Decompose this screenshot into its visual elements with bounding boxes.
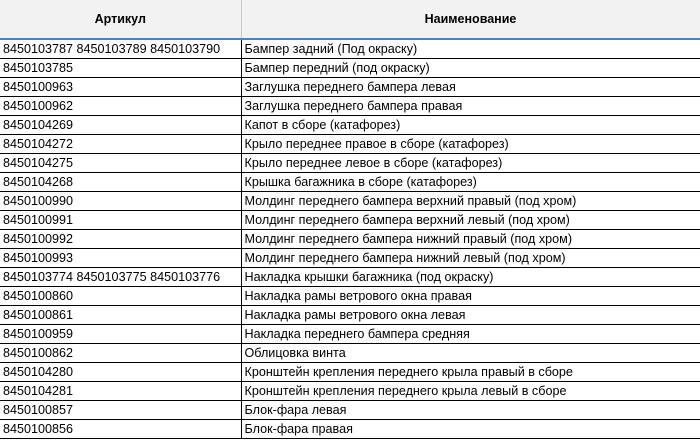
name-cell[interactable]: Заглушка переднего бампера левая [241,78,700,97]
article-cell[interactable]: 8450104280 [0,363,241,382]
name-cell[interactable]: Накладка рамы ветрового окна левая [241,306,700,325]
table-body [0,39,700,439]
article-cell[interactable]: 8450100963 [0,78,241,97]
table-row [0,325,700,344]
article-cell[interactable]: 8450104272 [0,135,241,154]
article-cell[interactable]: 8450104268 [0,173,241,192]
article-cell[interactable]: 8450100857 [0,401,241,420]
table-row [0,192,700,211]
article-cell[interactable]: 8450100856 [0,420,241,439]
name-cell[interactable]: Крыло переднее правое в сборе (катафорез) [241,135,700,154]
table-row [0,97,700,116]
table-row [0,306,700,325]
name-cell[interactable]: Бампер задний (Под окраску) [241,39,700,59]
name-cell[interactable]: Крыло переднее левое в сборе (катафорез) [241,154,700,173]
article-cell[interactable]: 8450100861 [0,306,241,325]
name-cell[interactable]: Блок-фара левая [241,401,700,420]
article-cell[interactable]: 8450104281 [0,382,241,401]
table-row [0,363,700,382]
article-cell[interactable]: 8450100991 [0,211,241,230]
name-cell[interactable]: Молдинг переднего бампера верхний правый (под хром) [241,192,700,211]
article-cell[interactable]: 8450103787 8450103789 8450103790 [0,39,241,59]
name-cell[interactable]: Кронштейн крепления переднего крыла правый в сборе [241,363,700,382]
name-cell[interactable]: Бампер передний (под окраску) [241,59,700,78]
table-row [0,401,700,420]
name-cell[interactable]: Крышка багажника в сборе (катафорез) [241,173,700,192]
name-cell[interactable]: Кронштейн крепления переднего крыла левый в сборе [241,382,700,401]
table-row [0,173,700,192]
name-cell[interactable]: Заглушка переднего бампера правая [241,97,700,116]
article-cell[interactable]: 8450100862 [0,344,241,363]
name-cell[interactable]: Накладка рамы ветрового окна правая [241,287,700,306]
table-row [0,249,700,268]
article-cell[interactable]: 8450100993 [0,249,241,268]
article-cell[interactable]: 8450103774 8450103775 8450103776 [0,268,241,287]
table-row [0,344,700,363]
table-row [0,268,700,287]
table-row [0,154,700,173]
article-cell[interactable]: 8450103785 [0,59,241,78]
name-cell[interactable]: Накладка крышки багажника (под окраску) [241,268,700,287]
article-cell[interactable]: 8450100990 [0,192,241,211]
name-cell[interactable]: Молдинг переднего бампера нижний правый (под хром) [241,230,700,249]
name-cell[interactable]: Молдинг переднего бампера нижний левый (под хром) [241,249,700,268]
table-row [0,230,700,249]
article-cell[interactable]: 8450104269 [0,116,241,135]
table-row [0,420,700,439]
name-cell[interactable]: Облицовка винта [241,344,700,363]
name-cell[interactable]: Блок-фара правая [241,420,700,439]
table-row [0,116,700,135]
article-cell[interactable]: 8450100992 [0,230,241,249]
table-row [0,382,700,401]
table-row [0,287,700,306]
article-cell[interactable]: 8450100959 [0,325,241,344]
name-cell[interactable]: Капот в сборе (катафорез) [241,116,700,135]
table-row [0,39,700,59]
column-header-name[interactable]: Наименование [241,0,700,39]
table-row [0,211,700,230]
header-row [0,0,700,39]
column-header-article[interactable]: Артикул [0,0,241,39]
name-cell[interactable]: Молдинг переднего бампера верхний левый (под хром) [241,211,700,230]
table-row [0,78,700,97]
article-cell[interactable]: 8450100860 [0,287,241,306]
table-row [0,135,700,154]
table-row [0,59,700,78]
name-cell[interactable]: Накладка переднего бампера средняя [241,325,700,344]
article-cell[interactable]: 8450100962 [0,97,241,116]
article-cell[interactable]: 8450104275 [0,154,241,173]
